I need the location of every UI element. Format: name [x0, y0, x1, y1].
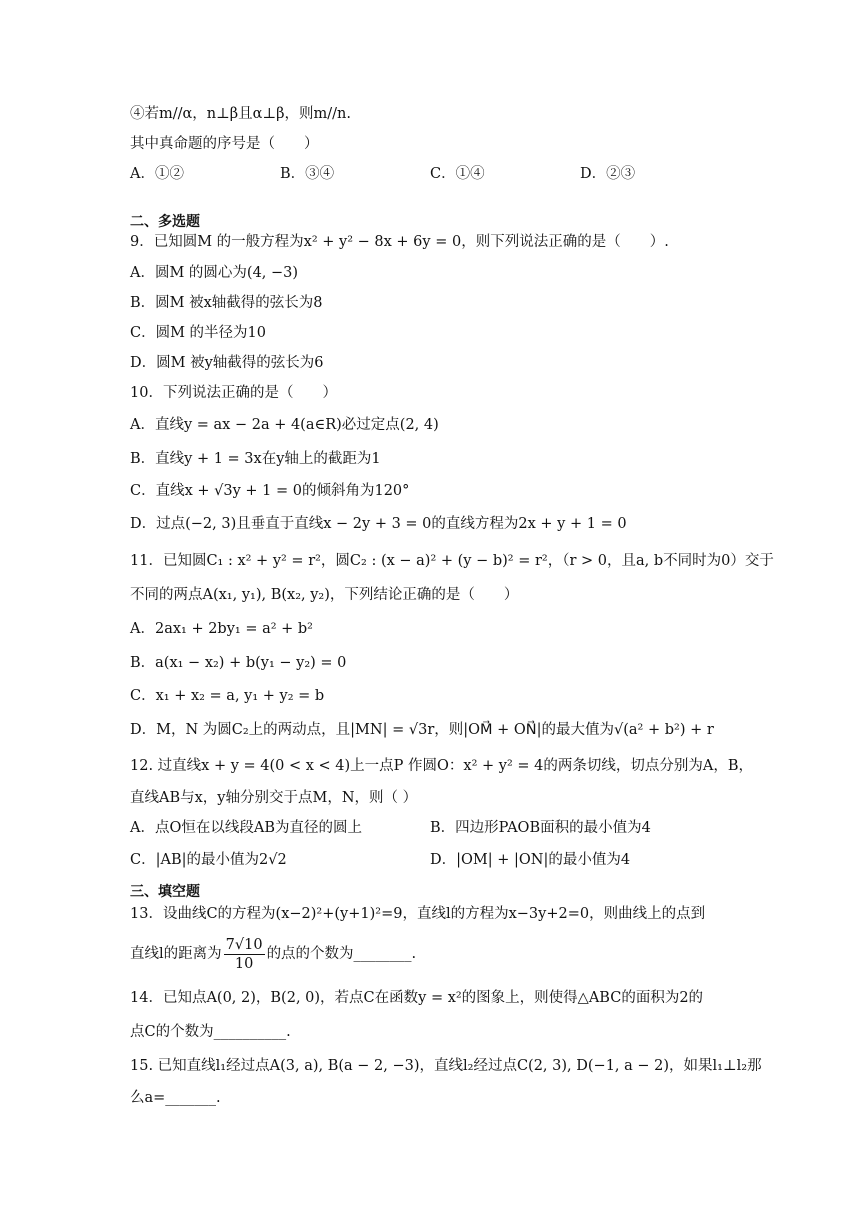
q12-option-d: D．|OM| + |ON|的最小值为4	[430, 852, 631, 868]
q8-option-d: D．②③	[580, 166, 636, 182]
q13-fraction-denominator: 10	[234, 955, 254, 972]
q13-text-after-fraction: 的点的个数为________.	[266, 946, 417, 962]
q8-statement-4: ④若m//α，n⊥β且α⊥β，则m//n.	[130, 106, 351, 122]
q12-stem-line-1: 12. 过直线x + y = 4(0 < x < 4)上一点P 作圆O：x² + y² = 4的两条切线，切点分别为A，B，	[130, 758, 754, 774]
q11-option-b: B．a(x₁ − x₂) + b(y₁ − y₂) = 0	[130, 655, 347, 671]
q8-option-c: C．①④	[430, 166, 485, 182]
q10-option-a: A．直线y = ax − 2a + 4(a∈R)必过定点(2, 4)	[130, 417, 439, 433]
section-title-multiple-choice: 二、多选题	[130, 214, 200, 230]
q11-option-a: A．2ax₁ + 2by₁ = a² + b²	[130, 621, 313, 637]
q12-option-c: C．|AB|的最小值为2√2	[130, 852, 287, 868]
q9-option-b: B．圆M 被x轴截得的弦长为8	[130, 295, 323, 311]
q11-option-c: C．x₁ + x₂ = a, y₁ + y₂ = b	[130, 688, 325, 704]
q11-stem-line-1: 11．已知圆C₁ : x² + y² = r²，圆C₂ : (x − a)² + (y − b)² = r²，（r > 0，且a, b不同时为0）交于	[130, 553, 774, 569]
q8-option-b: B．③④	[280, 166, 335, 182]
q9-option-d: D．圆M 被y轴截得的弦长为6	[130, 355, 324, 371]
q12-stem-line-2: 直线AB与x，y轴分别交于点M，N，则（ ）	[130, 790, 418, 806]
q9-option-c: C．圆M 的半径为10	[130, 325, 267, 341]
q13-stem-line-2	[130, 935, 416, 973]
q13-text-before-fraction: 直线l的距离为	[130, 946, 222, 962]
q9-option-a: A．圆M 的圆心为(4, −3)	[130, 265, 299, 281]
q8-question: 其中真命题的序号是（ ）	[130, 136, 319, 152]
q13-fraction-numerator: 7√10	[225, 936, 263, 953]
q14-stem-line-1: 14．已知点A(0, 2)，B(2, 0)，若点C在函数y = x²的图象上，则使得△ABC的面积为2的	[130, 990, 704, 1006]
q13-fraction	[224, 936, 265, 973]
q10-option-c: C．直线x + √3y + 1 = 0的倾斜角为120°	[130, 483, 410, 499]
q10-option-d: D．过点(−2, 3)且垂直于直线x − 2y + 3 = 0的直线方程为2x + y + 1 = 0	[130, 516, 627, 532]
q9-stem: 9．已知圆M 的一般方程为x² + y² − 8x + 6y = 0，则下列说法正确的是（ ）.	[130, 234, 669, 250]
q10-stem: 10．下列说法正确的是（ ）	[130, 385, 337, 401]
q13-stem-line-1: 13．设曲线C的方程为(x−2)²+(y+1)²=9，直线l的方程为x−3y+2=0，则曲线上的点到	[130, 906, 706, 922]
q14-stem-line-2: 点C的个数为__________.	[130, 1024, 291, 1040]
q15-stem-line-1: 15. 已知直线l₁经过点A(3, a), B(a − 2, −3)，直线l₂经过点C(2, 3), D(−1, a − 2)，如果l₁⊥l₂那	[130, 1058, 762, 1074]
q15-stem-line-2: 么a=_______.	[130, 1090, 221, 1106]
q11-option-d: D．M，N 为圆C₂上的两动点，且|MN| = √3r，则|OM⃗ + ON⃗|的最大值为√(a² + b²) + r	[130, 722, 714, 738]
section-title-fill-in: 三、填空题	[130, 884, 200, 900]
q12-option-a: A．点O恒在以线段AB为直径的圆上	[130, 820, 362, 836]
q11-stem-line-2: 不同的两点A(x₁, y₁), B(x₂, y₂)，下列结论正确的是（ ）	[130, 587, 519, 603]
q10-option-b: B．直线y + 1 = 3x在y轴上的截距为1	[130, 451, 381, 467]
q8-option-a: A．①②	[130, 166, 184, 182]
q12-option-b: B．四边形PAOB面积的最小值为4	[430, 820, 651, 836]
